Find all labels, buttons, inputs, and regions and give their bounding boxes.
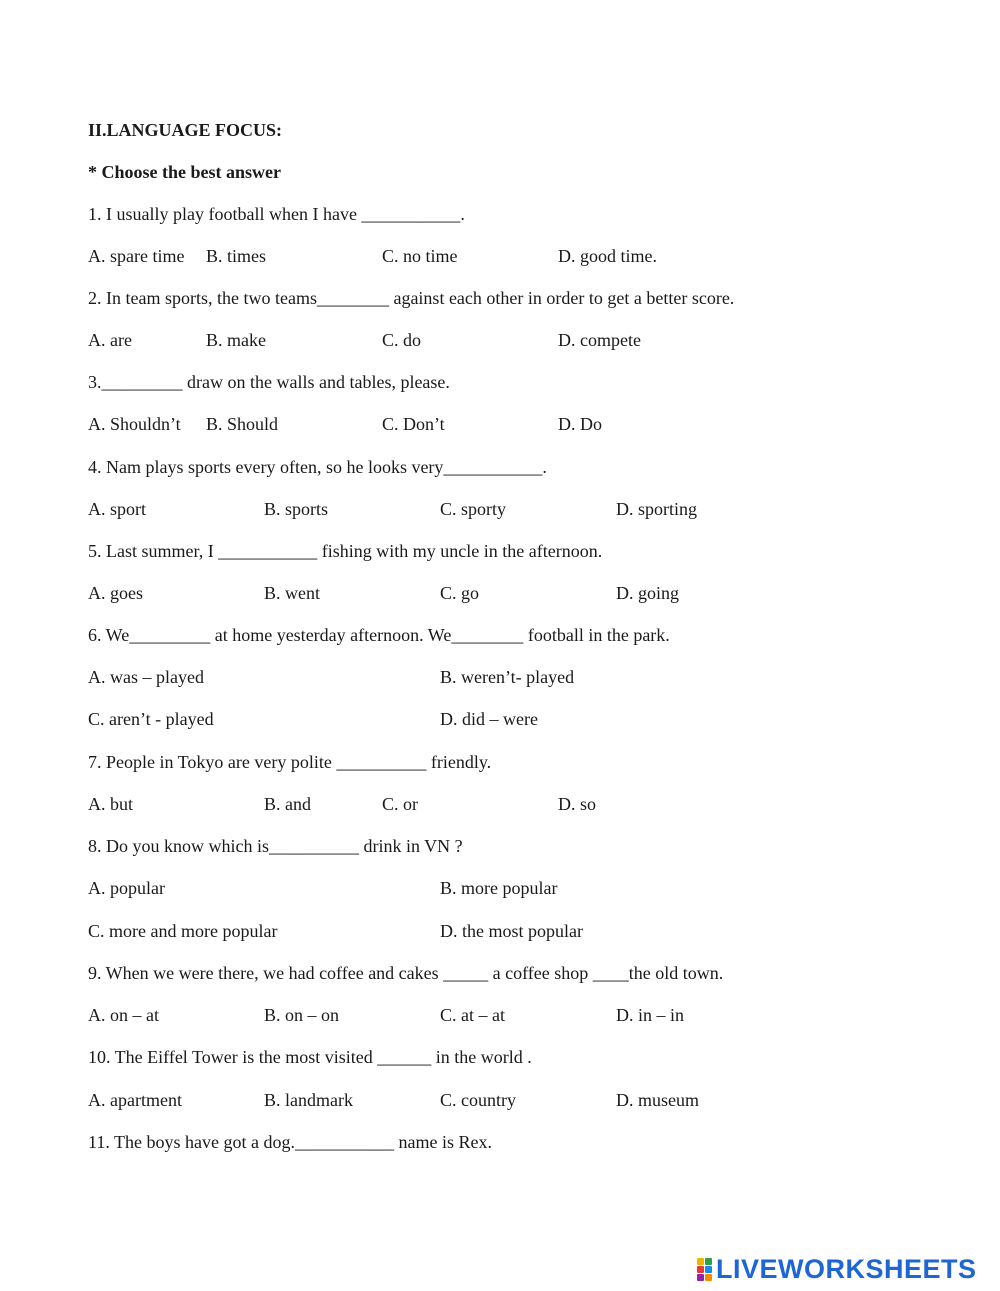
option-3b[interactable]: B. Should [206,414,279,434]
option-7c[interactable]: C. or [382,794,418,814]
option-8a[interactable]: A. popular [88,878,165,898]
option-4d[interactable]: D. sporting [616,499,697,519]
option-3a[interactable]: A. Shouldn’t [88,414,181,434]
question-6: 6. We_________ at home yesterday afternoon. We________ football in the park. [88,625,670,645]
option-4c[interactable]: C. sporty [440,499,507,519]
question-3: 3._________ draw on the walls and tables, please. [88,372,450,392]
option-9b[interactable]: B. on – on [264,1005,340,1025]
instruction: * Choose the best answer [88,162,281,182]
option-4a[interactable]: A. sport [88,499,146,519]
option-8c[interactable]: C. more and more popular [88,921,278,941]
liveworksheets-logo[interactable] [697,1254,977,1284]
option-8d[interactable]: D. the most popular [440,921,583,941]
option-1d[interactable]: D. good time. [558,246,657,266]
option-2a[interactable]: A. are [88,330,132,350]
question-7: 7. People in Tokyo are very polite __________ friendly. [88,752,492,772]
question-11: 11. The boys have got a dog.___________ name is Rex. [88,1132,492,1152]
option-10b[interactable]: B. landmark [264,1090,353,1110]
option-6d[interactable]: D. did – were [440,709,538,729]
option-6b[interactable]: B. weren’t- played [440,667,575,687]
option-10d[interactable]: D. museum [616,1090,699,1110]
option-8b[interactable]: B. more popular [440,878,558,898]
option-7a[interactable]: A. but [88,794,133,814]
option-6a[interactable]: A. was – played [88,667,204,687]
question-2: 2. In team sports, the two teams________ against each other in order to get a better score. [88,288,735,308]
section-title: II.LANGUAGE FOCUS: [88,120,283,140]
option-2b[interactable]: B. make [206,330,266,350]
option-9a[interactable]: A. on – at [88,1005,159,1025]
question-9: 9. When we were there, we had coffee and cakes _____ a coffee shop ____the old town. [88,963,724,983]
option-4b[interactable]: B. sports [264,499,329,519]
option-1a[interactable]: A. spare time [88,246,185,266]
option-7b[interactable]: B. and [264,794,311,814]
question-1: 1. I usually play football when I have ___________. [88,204,465,224]
option-5d[interactable]: D. going [616,583,679,603]
option-5a[interactable]: A. goes [88,583,143,603]
option-3d[interactable]: D. Do [558,414,602,434]
option-10c[interactable]: C. country [440,1090,516,1110]
option-3c[interactable]: C. Don’t [382,414,445,434]
option-2c[interactable]: C. do [382,330,422,350]
option-6c[interactable]: C. aren’t - played [88,709,214,729]
option-2d[interactable]: D. compete [558,330,641,350]
option-5c[interactable]: C. go [440,583,480,603]
question-5: 5. Last summer, I ___________ fishing with my uncle in the afternoon. [88,541,603,561]
option-5b[interactable]: B. went [264,583,320,603]
question-8: 8. Do you know which is__________ drink in VN ? [88,836,463,856]
liveworksheets-mark-icon [697,1258,712,1281]
option-7d[interactable]: D. so [558,794,597,814]
option-9c[interactable]: C. at – at [440,1005,505,1025]
question-10: 10. The Eiffel Tower is the most visited ______ in the world . [88,1047,532,1067]
option-1c[interactable]: C. no time [382,246,458,266]
question-4: 4. Nam plays sports every often, so he looks very___________. [88,457,547,477]
option-9d[interactable]: D. in – in [616,1005,685,1025]
option-1b[interactable]: B. times [206,246,267,266]
logo-text: LIVEWORKSHEETS [716,1253,977,1284]
option-10a[interactable]: A. apartment [88,1090,182,1110]
